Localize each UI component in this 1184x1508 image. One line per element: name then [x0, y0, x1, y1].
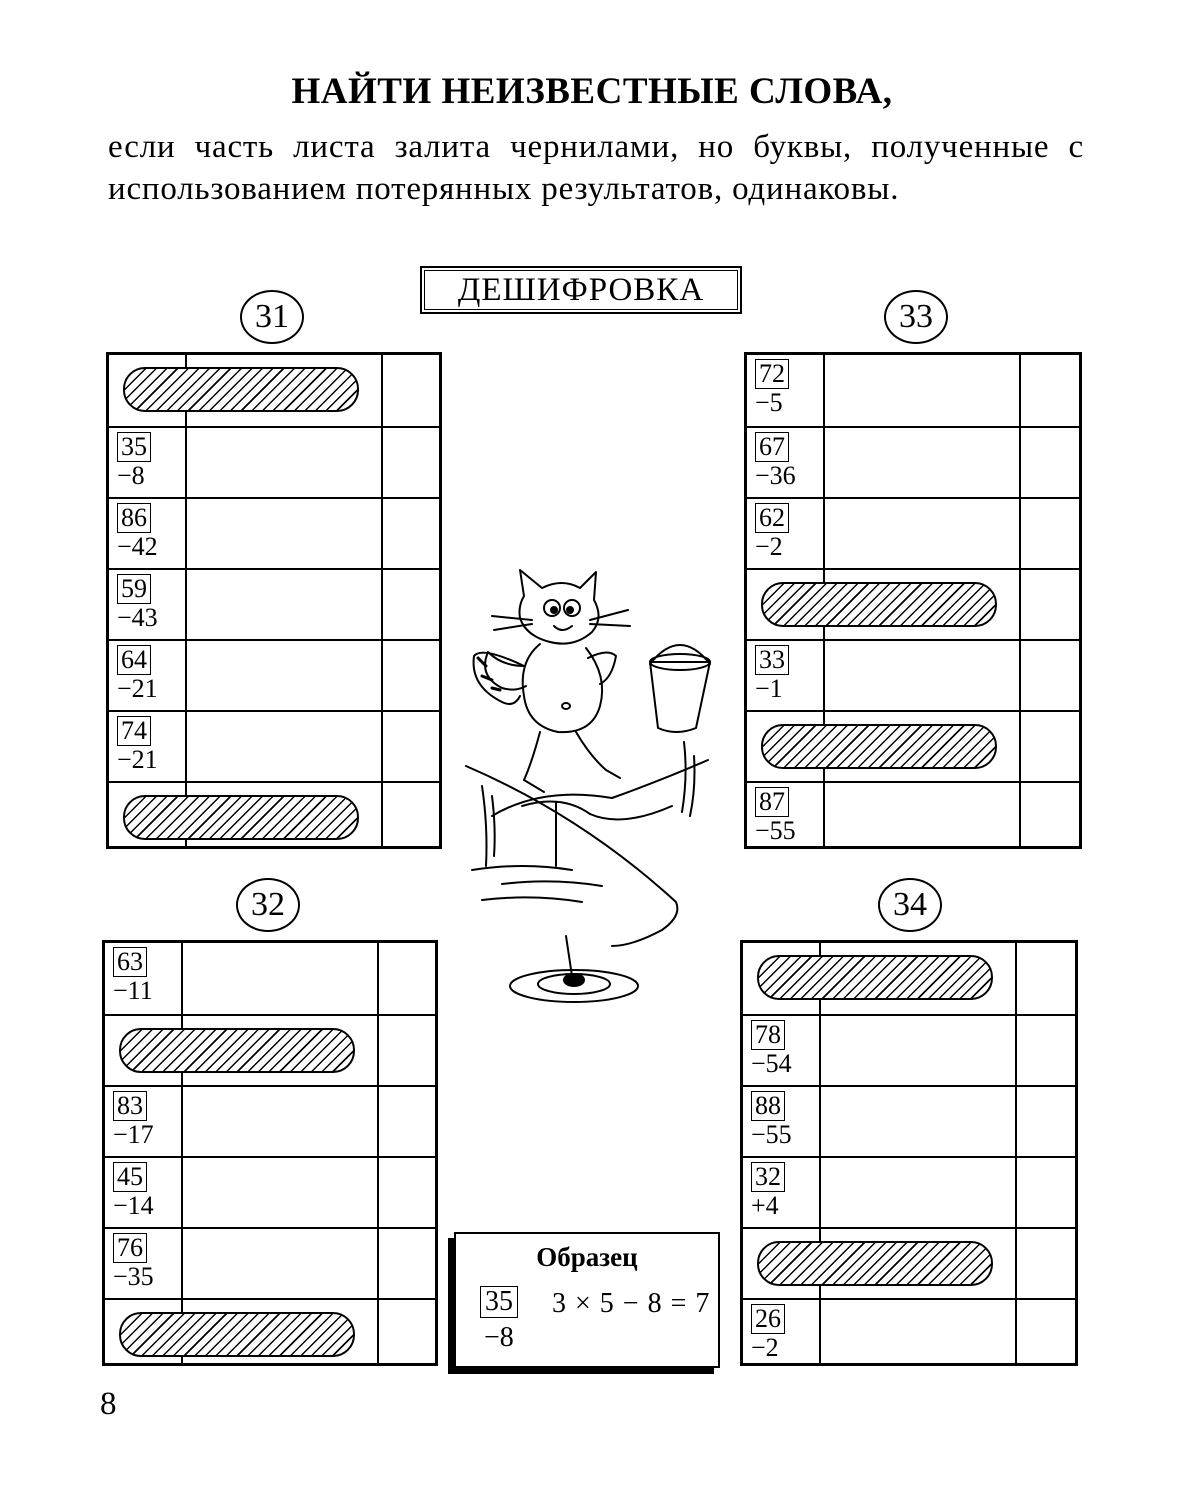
sample-equation: 3 × 5 − 8 = 7: [552, 1288, 711, 1319]
grid-row: [105, 1085, 435, 1156]
ink-blot: [119, 1312, 355, 1357]
task-number: 59: [117, 574, 151, 604]
task-operation: −2: [751, 1333, 779, 1362]
task-expression: [117, 645, 158, 703]
answer-cell[interactable]: [823, 1020, 1011, 1081]
letter-cell[interactable]: [381, 1233, 431, 1294]
task-operation: −2: [755, 532, 783, 561]
task-number: 62: [755, 503, 789, 533]
letter-cell[interactable]: [1023, 503, 1075, 564]
letter-cell[interactable]: [381, 1162, 431, 1223]
task-number: 86: [117, 503, 151, 533]
grid-row: [105, 943, 435, 1014]
puzzle-number: 34: [878, 878, 942, 932]
letter-cell[interactable]: [381, 947, 431, 1010]
page-number: 8: [100, 1386, 117, 1422]
ink-blot: [757, 1241, 993, 1286]
answer-cell[interactable]: [185, 1233, 373, 1294]
sample-box: [454, 1232, 720, 1368]
grid-row: [747, 355, 1079, 426]
task-number: 87: [755, 787, 789, 817]
task-expression: [755, 787, 796, 845]
task-expression: [117, 503, 158, 561]
ink-blot: [123, 367, 359, 412]
task-operation: −8: [117, 461, 145, 490]
answer-cell[interactable]: [827, 503, 1015, 564]
ink-blot: [761, 582, 997, 627]
letter-cell[interactable]: [385, 503, 435, 564]
answer-cell[interactable]: [823, 1091, 1011, 1152]
letter-cell[interactable]: [1023, 645, 1075, 706]
grid-row: [109, 781, 439, 852]
letter-cell[interactable]: [385, 645, 435, 706]
letter-cell[interactable]: [385, 716, 435, 777]
ink-blot: [761, 724, 997, 769]
task-expression: [113, 1162, 154, 1220]
answer-grid: [106, 352, 442, 849]
puzzle-number: 33: [884, 290, 948, 344]
task-number: 76: [113, 1233, 147, 1263]
answer-cell[interactable]: [189, 503, 377, 564]
ink-blot: [119, 1028, 355, 1073]
task-number: 83: [113, 1091, 147, 1121]
task-number: 72: [755, 359, 789, 389]
grid-row: [743, 1156, 1075, 1227]
answer-grid: [744, 352, 1082, 849]
letter-cell[interactable]: [1019, 1020, 1071, 1081]
answer-grid: [740, 940, 1078, 1366]
grid-row: [105, 1298, 435, 1369]
letter-cell[interactable]: [385, 432, 435, 493]
section-label: ДЕШИФРОВКА: [420, 266, 742, 314]
task-number: 26: [751, 1304, 785, 1334]
grid-row: [747, 426, 1079, 497]
task-number: 67: [755, 432, 789, 462]
letter-cell[interactable]: [381, 1091, 431, 1152]
grid-row: [743, 943, 1075, 1014]
answer-cell[interactable]: [827, 432, 1015, 493]
answer-cell[interactable]: [185, 947, 373, 1010]
task-expression: [751, 1020, 792, 1078]
grid-row: [109, 639, 439, 710]
grid-row: [743, 1227, 1075, 1298]
task-operation: −21: [117, 745, 158, 774]
task-operation: −14: [113, 1191, 154, 1220]
task-expression: [755, 503, 789, 561]
cat-fishing-illustration: [462, 566, 732, 1006]
task-expression: [755, 359, 789, 417]
task-expression: [751, 1162, 785, 1220]
task-number: 78: [751, 1020, 785, 1050]
task-expression: [751, 1304, 785, 1362]
sample-title: Образец: [536, 1242, 638, 1272]
answer-cell[interactable]: [827, 787, 1015, 848]
answer-cell[interactable]: [185, 1091, 373, 1152]
letter-cell[interactable]: [385, 574, 435, 635]
grid-row: [109, 497, 439, 568]
grid-row: [743, 1085, 1075, 1156]
answer-cell[interactable]: [189, 574, 377, 635]
grid-row: [747, 710, 1079, 781]
task-expression: [755, 432, 796, 490]
task-number: 32: [751, 1162, 785, 1192]
task-operation: −54: [751, 1049, 792, 1078]
task-operation: −1: [755, 674, 783, 703]
grid-row: [747, 568, 1079, 639]
task-operation: −21: [117, 674, 158, 703]
grid-row: [109, 710, 439, 781]
task-operation: +4: [751, 1191, 779, 1220]
task-operation: −36: [755, 461, 796, 490]
answer-grid: [102, 940, 438, 1366]
grid-row: [747, 639, 1079, 710]
grid-row: [105, 1227, 435, 1298]
letter-cell[interactable]: [1019, 1162, 1071, 1223]
grid-row: [109, 355, 439, 426]
answer-cell[interactable]: [185, 1162, 373, 1223]
page-title: НАЙТИ НЕИЗВЕСТНЫЕ СЛОВА,: [291, 71, 893, 112]
answer-cell[interactable]: [823, 1162, 1011, 1223]
task-expression: [113, 947, 153, 1005]
answer-cell[interactable]: [827, 645, 1015, 706]
task-number: 63: [113, 947, 147, 977]
sample-operation: −8: [484, 1322, 514, 1353]
task-number: 74: [117, 716, 151, 746]
answer-cell[interactable]: [827, 359, 1015, 422]
answer-cell[interactable]: [189, 645, 377, 706]
task-number: 45: [113, 1162, 147, 1192]
answer-cell[interactable]: [823, 1304, 1011, 1365]
grid-row: [109, 568, 439, 639]
task-expression: [113, 1091, 154, 1149]
task-number: 33: [755, 645, 789, 675]
grid-row: [747, 497, 1079, 568]
task-operation: −5: [755, 388, 783, 417]
task-number: 35: [117, 432, 151, 462]
task-operation: −11: [113, 976, 153, 1005]
letter-cell[interactable]: [1023, 432, 1075, 493]
task-operation: −35: [113, 1262, 154, 1291]
grid-row: [743, 1298, 1075, 1369]
task-operation: −43: [117, 603, 158, 632]
task-operation: −55: [755, 816, 796, 845]
grid-row: [105, 1014, 435, 1085]
grid-row: [747, 781, 1079, 852]
task-expression: [751, 1091, 792, 1149]
task-expression: [117, 432, 151, 490]
task-number: 64: [117, 645, 151, 675]
task-instructions: если часть листа залита чернилами, но буквы, полученные с использованием потерянных результатов, одинаковы.: [108, 129, 1084, 207]
grid-row: [743, 1014, 1075, 1085]
letter-cell[interactable]: [1023, 787, 1075, 848]
sample-number: 35: [480, 1286, 518, 1318]
ink-blot: [757, 955, 993, 1000]
task-expression: [117, 574, 158, 632]
ink-blot: [123, 795, 359, 840]
task-expression: [113, 1233, 154, 1291]
letter-cell[interactable]: [1019, 1304, 1071, 1365]
grid-row: [105, 1156, 435, 1227]
grid-row: [109, 426, 439, 497]
puzzle-number: 31: [240, 290, 304, 344]
task-expression: [755, 645, 789, 703]
task-operation: −17: [113, 1120, 154, 1149]
task-expression: [117, 716, 158, 774]
letter-cell[interactable]: [1023, 359, 1075, 422]
task-operation: −55: [751, 1120, 792, 1149]
letter-cell[interactable]: [1019, 1091, 1071, 1152]
task-number: 88: [751, 1091, 785, 1121]
answer-cell[interactable]: [189, 432, 377, 493]
answer-cell[interactable]: [189, 716, 377, 777]
puzzle-number: 32: [236, 878, 300, 932]
task-operation: −42: [117, 532, 158, 561]
